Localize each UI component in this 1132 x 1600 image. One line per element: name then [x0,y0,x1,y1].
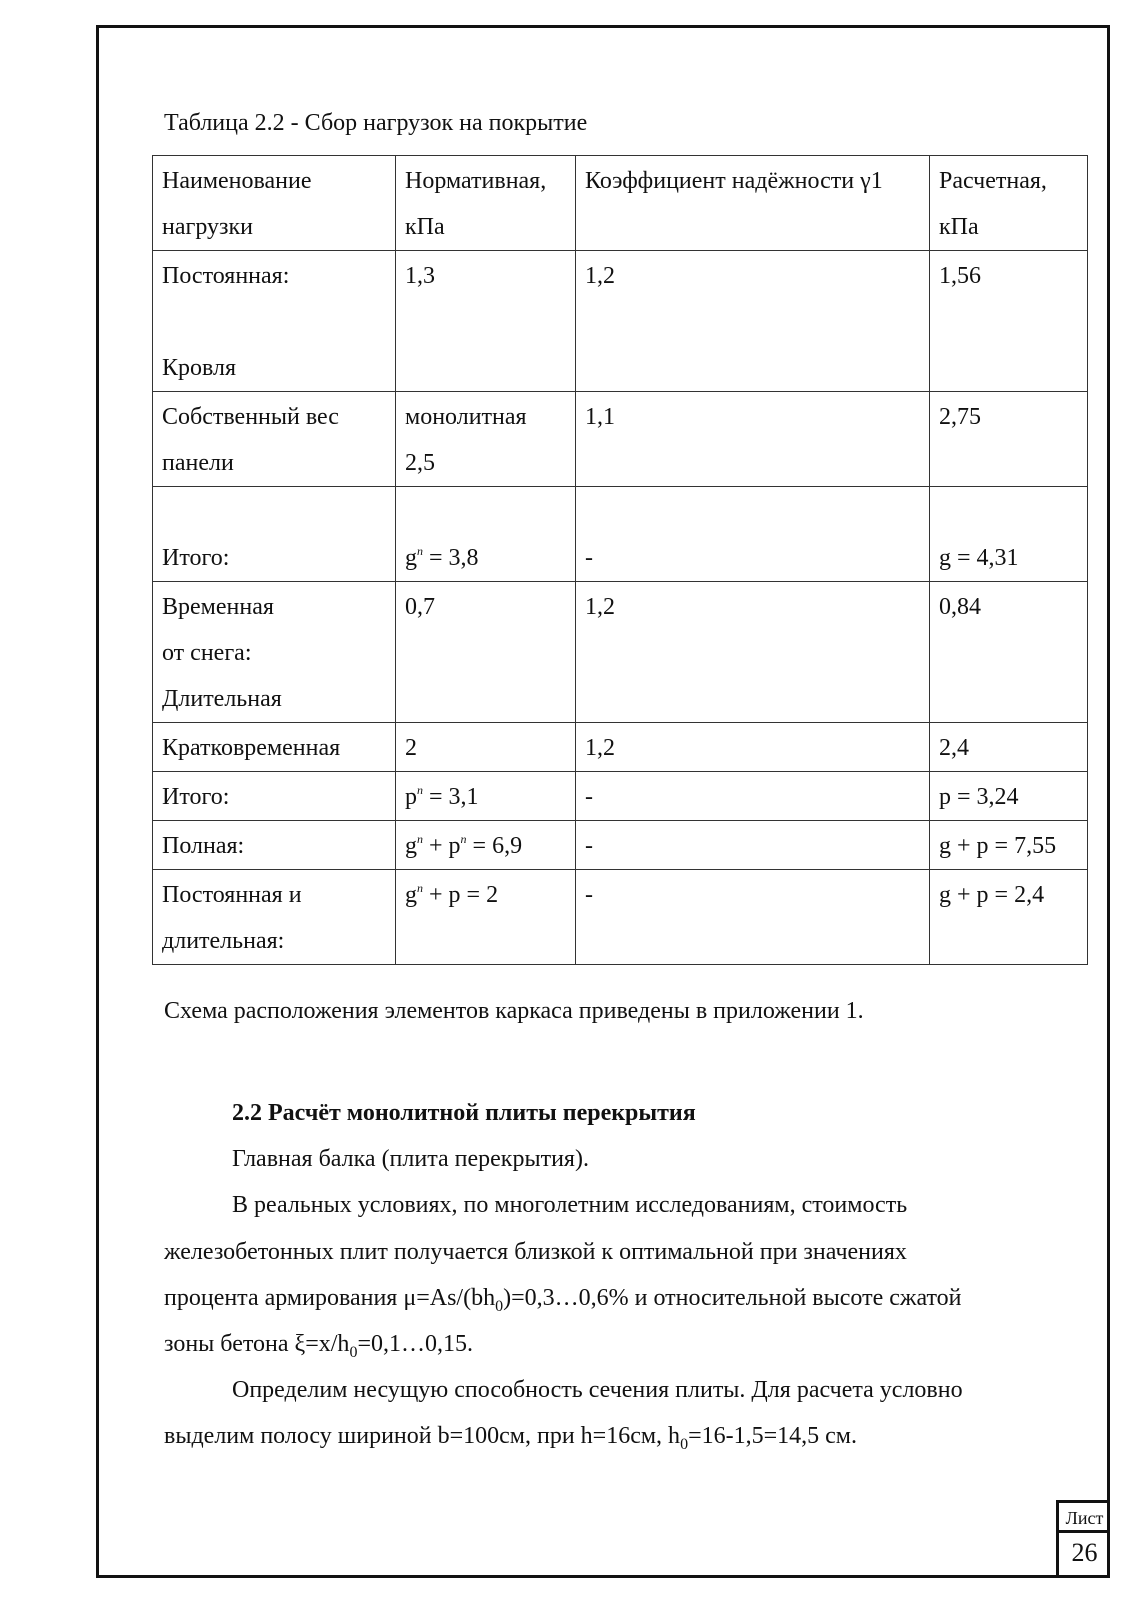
table-caption: Таблица 2.2 - Сбор нагрузок на покрытие [164,110,588,136]
section-heading: 2.2 Расчёт монолитной плиты перекрытия [232,1100,696,1126]
table-row [153,723,1088,772]
row-design: 1,56 [930,251,1088,392]
row-coef: - [576,821,930,870]
row-normative: монолитная 2,5 [396,392,576,487]
row-normative: 0,7 [396,582,576,723]
row-name: Постоянная: Кровля [153,251,396,392]
row-coef: - [576,487,930,582]
row-name: Постоянная и длительная: [153,870,396,965]
row-name: Кратковременная [153,723,396,772]
row-coef: 1,1 [576,392,930,487]
row-design: 2,4 [930,723,1088,772]
row-design: g + p = 2,4 [930,870,1088,965]
row-name: Итого: [153,487,396,582]
loads-table [152,155,1088,965]
row-name: Итого: [153,772,396,821]
header-design: Расчетная, кПа [930,156,1088,251]
row-coef: 1,2 [576,251,930,392]
scheme-note: Схема расположения элементов каркаса приведены в приложении 1. [164,998,864,1024]
table-header-row [153,156,1088,251]
table-row [153,870,1088,965]
header-normative: Нормативная, кПа [396,156,576,251]
row-coef: 1,2 [576,582,930,723]
sheet-number: 26 [1071,1538,1098,1567]
table-row [153,251,1088,392]
row-name: Собственный вес панели [153,392,396,487]
row-normative: 2 [396,723,576,772]
row-normative: $g^n = 3,8$ [396,487,576,582]
row-name: Временная от снега: Длительная [153,582,396,723]
section-subtitle: Главная балка (плита перекрытия). [232,1146,589,1173]
table-row [153,582,1088,723]
row-normative: $g^n + p = 2$ [396,870,576,965]
row-coef: 1,2 [576,723,930,772]
row-design: 0,84 [930,582,1088,723]
row-normative: 1,3 [396,251,576,392]
table-row [153,821,1088,870]
sheet-stamp [1056,1500,1110,1578]
row-normative: $p^n = 3,1$ [396,772,576,821]
row-name: Полная: [153,821,396,870]
row-design: g = 4,31 [930,487,1088,582]
table-row [153,487,1088,582]
row-coef: - [576,772,930,821]
paragraph-2: Определим несущую способность сечения плиты. Для расчета условно выделим полосу шириной b=100см, при h=16см, $h_0=16-1,5=14,5$ см. [164,1377,963,1454]
row-design: p = 3,24 [930,772,1088,821]
row-normative: $g^n + p^n = 6,9$ [396,821,576,870]
paragraph-1: В реальных условиях, по многолетним исследованиям, стоимость железобетонных плит получается близкой к оптимальной при значениях процента армирования $\mu=As/(bh_0)=0,3\dots 0,6\%$ и относительной высоте сжатой зоны бетона $\xi=x/h_0=0,1\dots 0,15$. [164,1192,962,1361]
row-design: 2,75 [930,392,1088,487]
row-coef: - [576,870,930,965]
row-design: g + p = 7,55 [930,821,1088,870]
table-row [153,392,1088,487]
header-coef: Коэффициент надёжности γ1 [576,156,930,251]
table-row [153,772,1088,821]
sheet-label: Лист [1059,1505,1110,1533]
header-name: Наименование нагрузки [153,156,396,251]
section-body [164,1090,1064,1460]
